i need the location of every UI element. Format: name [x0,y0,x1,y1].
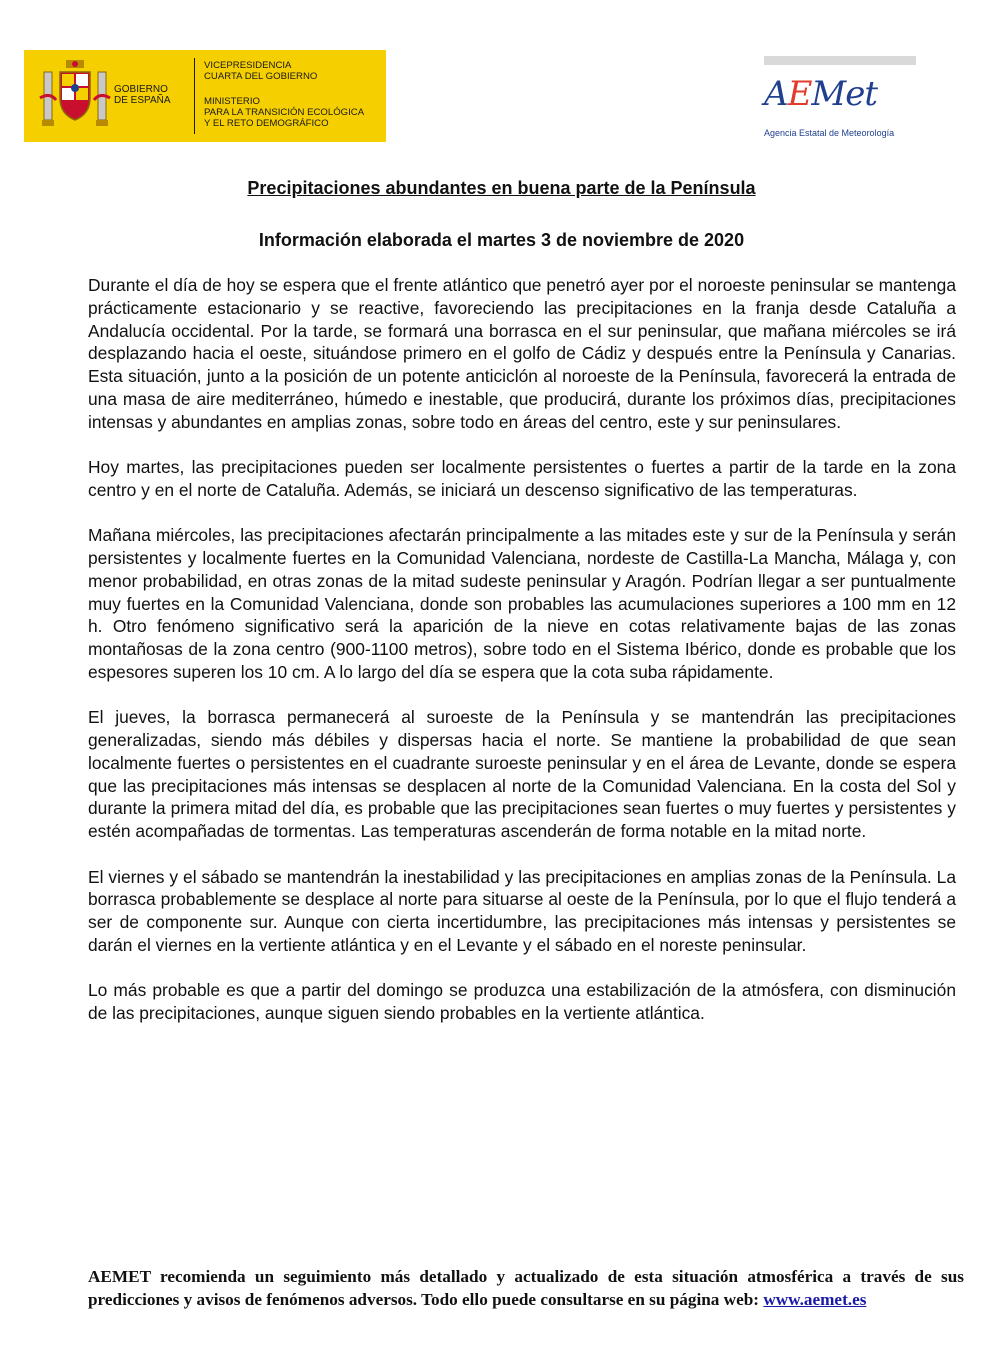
body-paragraph: Hoy martes, las precipitaciones pueden ser localmente persistentes o fuertes a partir de la tarde en la zona centro y en el norte de Cataluña. Además, se iniciará un descenso significativo de las temperaturas. [88,457,956,500]
coat-of-arms-icon [36,58,114,136]
body-paragraph: Durante el día de hoy se espera que el frente atlántico que penetró ayer por el noroeste peninsular se mantenga prácticamente estacionario y se reactive, favoreciendo las precipitaciones en la franja desde Cataluña a Andalucía occidental. Por la tarde, se formará una borrasca en el sur peninsular, que mañana miércoles se irá desplazando hacia el oeste, situándose primero en el golfo de Cádiz y después entre la Península y Canarias. Esta situación, junto a la posición de un potente anticiclón al noroeste de la Península, favorecerá la entrada de una masa de aire mediterráneo, húmedo e inestable, que producirá, durante los próximos días, precipitaciones intensas y abundantes en amplias zonas, sobre todo en áreas del centro, este y sur peninsulares. [88,275,956,432]
aemet-logo-letter: A [764,74,788,114]
body-paragraph: Lo más probable es que a partir del domingo se produzca una estabilización de la atmósfera, con disminución de las precipitaciones, aunque siguen siendo probables en la vertiente atlántica. [88,980,956,1024]
aemet-logo-letters: Met [811,74,877,114]
body-paragraph: El viernes y el sábado se mantendrán la inestabilidad y las precipitaciones en amplias zonas de la Península. La borrasca probablemente se desplace al norte para situarse al oeste de la Península, por lo que el flujo tenderá a ser de componente sur. Aunque con cierta incertidumbre, las precipitaciones más intensas y persistentes se darán el viernes en la vertiente atlántica y en el Levante y el sábado en el noreste peninsular. [88,866,956,955]
footer-note [88,1266,964,1311]
document-body [88,274,956,1047]
body-paragraph: Mañana miércoles, las precipitaciones afectarán principalmente a las mitades este y sur de la Península y serán persistentes y localmente fuertes en la Comunidad Valenciana, nordeste de Castilla-La Mancha, Málaga y, con menor probabilidad, en otras zonas de la mitad sudeste peninsular y Aragón. Podrían llegar a ser puntualmente muy fuertes en la Comunidad Valenciana, donde son probables las acumulaciones superiores a 100 mm en 12 h. Otro fenómeno significativo será la aparición de la nieve en cotas relativamente bajas de las zonas montañosas de la zona centro (900-1100 metros), sobre todo en el Sistema Ibérico, donde es probable que los espesores superen los 10 cm. A lo largo del día se espera que la cota suba rápidamente. [88,525,956,682]
government-label [114,84,171,106]
aemet-logo [760,56,920,140]
vicepresidency-label [204,60,317,82]
vicepresidency-line: CUARTA DEL GOBIERNO [204,71,318,82]
footer-text: AEMET recomienda un seguimiento más detallado y actualizado de esta situación atmosférica a través de sus predicciones y avisos de fenómenos adversos. Todo ello puede consultarse en su página web: [88,1267,964,1309]
vicepresidency-line: VICEPRESIDENCIA [204,60,292,71]
aemet-logo-bar [764,56,916,65]
aemet-subtitle: Agencia Estatal de Meteorología [764,128,895,138]
government-banner [24,50,386,142]
aemet-website-link[interactable]: www.aemet.es [763,1289,867,1309]
government-label-line: DE ESPAÑA [114,95,171,106]
aemet-logo-wordmark [764,74,877,114]
banner-divider [194,58,195,134]
document-date: Información elaborada el martes 3 de noviembre de 2020 [258,230,745,250]
aemet-logo-accent-letter: E [787,74,812,114]
government-label-line: GOBIERNO [114,84,168,95]
ministry-line: PARA LA TRANSICIÓN ECOLÓGICA [204,107,365,118]
ministry-line: Y EL RETO DEMOGRÁFICO [204,118,329,129]
body-paragraph: El jueves, la borrasca permanecerá al suroeste de la Península y se mantendrán las precipitaciones generalizadas, siendo más débiles y dispersas hacia el norte. Se mantiene la probabilidad de que sean localmente fuertes o persistentes en el cuadrante suroeste peninsular y en el área de Levante, donde se espera que las precipitaciones más intensas se desplacen al norte de la Comunidad Valenciana. En la costa del Sol y durante la primera mitad del día, es probable que las precipitaciones sean fuertes o muy fuertes y persistentes y estén acompañadas de tormentas. Las temperaturas ascenderán de forma notable en la mitad norte. [88,707,956,842]
ministry-label [204,96,364,129]
ministry-line: MINISTERIO [204,96,260,107]
document-title: Precipitaciones abundantes en buena parte de la Península [247,178,756,198]
